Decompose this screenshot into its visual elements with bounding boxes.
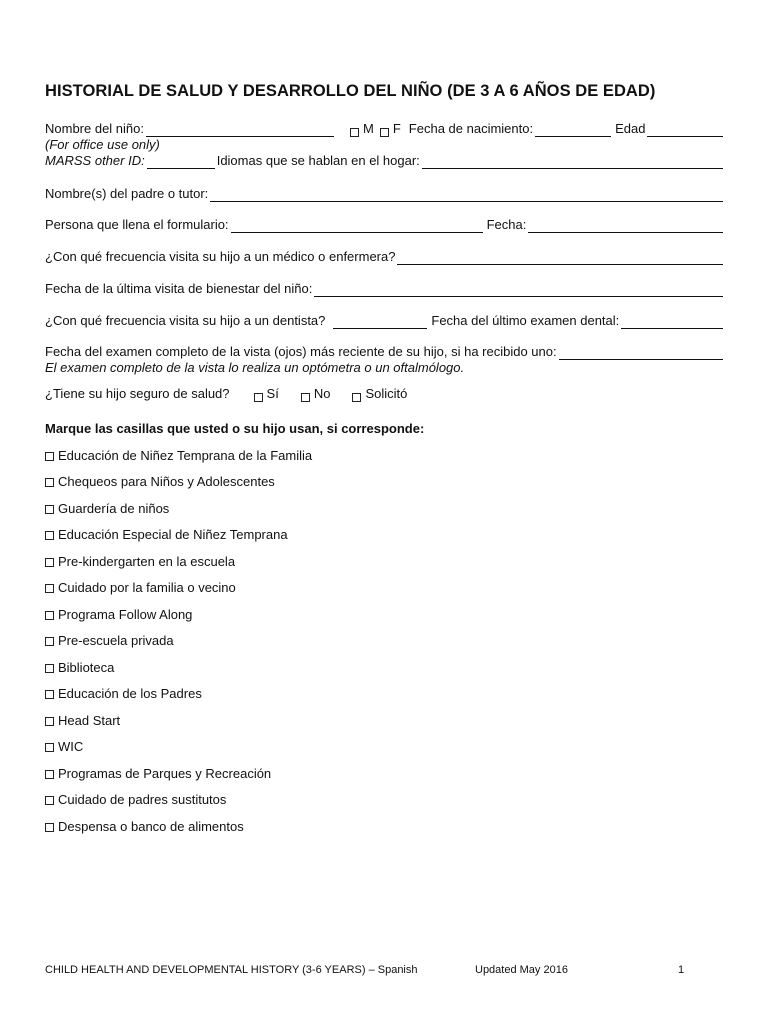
checklist-item-label: Pre-escuela privada	[58, 633, 174, 648]
eye-exam-note: El examen completo de la vista lo realiza un optómetra o un oftalmólogo.	[45, 360, 465, 375]
checklist-item-label: Cuidado de padres sustitutos	[58, 792, 227, 807]
checklist-item[interactable]	[45, 686, 202, 701]
sex-m-checkbox[interactable]	[350, 128, 359, 137]
doctor-visits-row	[45, 249, 725, 265]
checklist-item[interactable]	[45, 527, 288, 542]
sex-m-label: M	[363, 121, 374, 136]
last-dental-label: Fecha del último examen dental:	[431, 313, 620, 328]
birth-date-field[interactable]	[535, 123, 611, 137]
checklist-item-label: Programa Follow Along	[58, 607, 193, 622]
checkbox[interactable]	[45, 664, 54, 673]
doctor-visits-label: ¿Con qué frecuencia visita su hijo a un médico o enfermera?	[45, 249, 396, 264]
footer-form-name: CHILD HEALTH AND DEVELOPMENTAL HISTORY (3-6 YEARS) – Spanish	[45, 964, 418, 976]
dentist-row	[45, 313, 725, 329]
insurance-question: ¿Tiene su hijo seguro de salud?	[45, 386, 230, 401]
child-info-row	[45, 121, 725, 137]
filled-by-field[interactable]	[231, 219, 483, 233]
checklist-item-label: WIC	[58, 739, 84, 754]
checkbox[interactable]	[45, 478, 54, 487]
checkbox[interactable]	[45, 637, 54, 646]
marss-id-label: MARSS other ID:	[45, 153, 145, 168]
checklist-item-label: Despensa o banco de alimentos	[58, 819, 244, 834]
checklist-heading: Marque las casillas que usted o su hijo usan, si corresponde:	[45, 421, 425, 436]
office-use-row	[45, 137, 725, 153]
checkbox[interactable]	[45, 796, 54, 805]
date-label: Fecha:	[486, 217, 527, 232]
checklist-item[interactable]	[45, 607, 192, 622]
parent-row	[45, 186, 725, 202]
birth-date-label: Fecha de nacimiento:	[408, 121, 534, 136]
last-wellness-field[interactable]	[314, 283, 723, 297]
marss-row	[45, 153, 725, 169]
languages-label: Idiomas que se hablan en el hogar:	[216, 153, 420, 168]
last-wellness-label: Fecha de la última visita de bienestar del niño:	[45, 281, 313, 296]
wellness-row	[45, 281, 725, 297]
checklist-item-label: Head Start	[58, 713, 121, 728]
checklist-item-label: Educación de los Padres	[58, 686, 202, 701]
eye-exam-row	[45, 344, 725, 360]
filled-by-row	[45, 217, 725, 233]
parent-name-label: Nombre(s) del padre o tutor:	[45, 186, 209, 201]
insurance-yes-checkbox[interactable]	[254, 393, 263, 402]
checkbox[interactable]	[45, 531, 54, 540]
child-name-label: Nombre del niño:	[45, 121, 144, 136]
doctor-visits-field[interactable]	[397, 251, 723, 265]
checklist-item[interactable]	[45, 474, 275, 489]
insurance-applied-checkbox[interactable]	[352, 393, 361, 402]
last-dental-field[interactable]	[621, 315, 723, 329]
form-page	[45, 0, 727, 1024]
checklist-item[interactable]	[45, 792, 226, 807]
dentist-visits-field[interactable]	[333, 315, 427, 329]
dentist-visits-label: ¿Con qué frecuencia visita su hijo a un dentista?	[45, 313, 326, 328]
checkbox[interactable]	[45, 611, 54, 620]
checklist-item-label: Programas de Parques y Recreación	[58, 766, 272, 781]
insurance-yes-label: Sí	[266, 386, 279, 401]
eye-exam-note-row	[45, 360, 725, 376]
office-use-note: (For office use only)	[45, 137, 160, 152]
insurance-no-checkbox[interactable]	[301, 393, 310, 402]
checkbox[interactable]	[45, 690, 54, 699]
parent-name-field[interactable]	[210, 188, 723, 202]
checkbox[interactable]	[45, 770, 54, 779]
child-name-field[interactable]	[146, 123, 334, 137]
footer-page-number: 1	[678, 964, 685, 976]
form-title: HISTORIAL DE SALUD Y DESARROLLO DEL NIÑO (DE 3 A 6 AÑOS DE EDAD)	[45, 82, 656, 100]
filled-by-label: Persona que llena el formulario:	[45, 217, 229, 232]
checkbox[interactable]	[45, 743, 54, 752]
age-label: Edad	[615, 121, 646, 136]
insurance-no-label: No	[313, 386, 331, 401]
checklist-item-label: Chequeos para Niños y Adolescentes	[58, 474, 275, 489]
marss-id-field[interactable]	[147, 155, 215, 169]
checklist-item[interactable]	[45, 580, 236, 595]
checklist-item[interactable]	[45, 766, 271, 781]
eye-exam-field[interactable]	[559, 346, 723, 360]
sex-f-label: F	[392, 121, 401, 136]
footer-updated: Updated May 2016	[475, 964, 568, 976]
sex-f-checkbox[interactable]	[380, 128, 389, 137]
checklist-item[interactable]	[45, 739, 83, 754]
checklist-item[interactable]	[45, 819, 244, 834]
checklist-item[interactable]	[45, 713, 120, 728]
checklist-item[interactable]	[45, 633, 174, 648]
checklist-item-label: Pre-kindergarten en la escuela	[58, 554, 236, 569]
languages-field[interactable]	[422, 155, 723, 169]
checkbox[interactable]	[45, 717, 54, 726]
checklist-item-label: Cuidado por la familia o vecino	[58, 580, 236, 595]
checklist-heading-row	[45, 421, 725, 437]
checkbox[interactable]	[45, 505, 54, 514]
checklist-item[interactable]	[45, 554, 235, 569]
checkbox[interactable]	[45, 558, 54, 567]
checklist-item-label: Educación Especial de Niñez Temprana	[58, 527, 288, 542]
checklist-item[interactable]	[45, 660, 114, 675]
checkbox[interactable]	[45, 584, 54, 593]
checklist-item[interactable]	[45, 501, 169, 516]
insurance-applied-label: Solicitó	[365, 386, 408, 401]
eye-exam-label: Fecha del examen completo de la vista (ojos) más reciente de su hijo, si ha recibido uno:	[45, 344, 557, 359]
age-field[interactable]	[647, 123, 723, 137]
checkbox[interactable]	[45, 823, 54, 832]
checkbox[interactable]	[45, 452, 54, 461]
checklist-item-label: Educación de Niñez Temprana de la Familia	[58, 448, 313, 463]
date-field[interactable]	[528, 219, 723, 233]
checklist-item[interactable]	[45, 448, 312, 463]
checklist-item-label: Guardería de niños	[58, 501, 170, 516]
insurance-row	[45, 386, 725, 402]
checklist-item-label: Biblioteca	[58, 660, 115, 675]
